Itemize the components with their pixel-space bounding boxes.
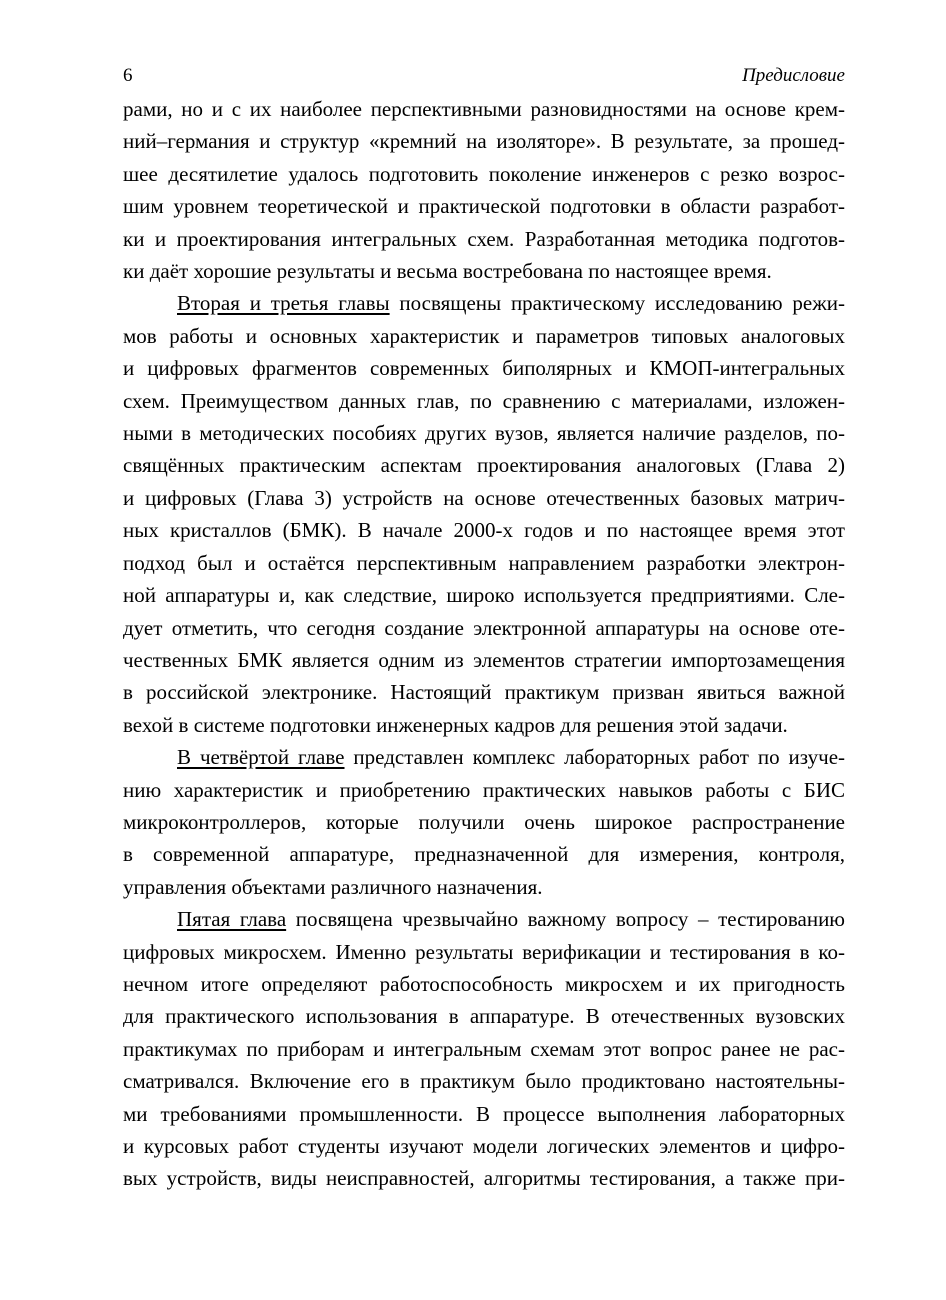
text-line: дует отметить, что сегодня создание электронной аппаратуры на основе оте- — [123, 615, 845, 640]
paragraph-chapter-4 — [123, 741, 845, 903]
text-line: свящённых практическим аспектам проектирования аналоговых (Глава 2) — [123, 453, 845, 478]
paragraph-continuation — [123, 93, 845, 287]
text-line: ными в методических пособиях других вузов, является наличие разделов, по- — [123, 421, 845, 446]
text-line: ки и проектирования интегральных схем. Разработанная методика подготов- — [123, 226, 845, 251]
text-line: подход был и остаётся перспективным направлением разработки электрон- — [123, 550, 845, 575]
underlined-lead: Вторая и третья главы — [177, 291, 390, 316]
text-line: практикумах по приборам и интегральным схемам этот вопрос ранее не рас- — [123, 1036, 845, 1061]
page-header — [123, 62, 845, 90]
text-line: управления объектами различного назначения. — [123, 874, 543, 899]
text-line: ний–германия и структур «кремний на изоляторе». В результате, за прошед- — [123, 129, 845, 154]
paragraph-chapter-5 — [123, 903, 845, 1195]
text-line: В четвёртой главе представлен комплекс лабораторных работ по изуче- — [177, 745, 846, 770]
body-text — [123, 93, 845, 1195]
text-line: ми требованиями промышленности. В процессе выполнения лабораторных — [123, 1101, 845, 1126]
text-line: рами, но и с их наиболее перспективными разновидностями на основе крем- — [123, 97, 845, 121]
text-line: ной аппаратуры и, как следствие, широко используется предприятиями. Сле- — [123, 583, 845, 608]
text-line: в российской электронике. Настоящий практикум призван явиться важной — [123, 680, 845, 705]
text-line: Пятая глава посвящена чрезвычайно важному вопросу – тестированию — [177, 907, 845, 932]
text-line: шим уровнем теоретической и практической подготовки в области разработ- — [123, 194, 845, 219]
text-line: мов работы и основных характеристик и параметров типовых аналоговых — [123, 323, 845, 348]
text-line: нечном итоге определяют работоспособность микросхем и их пригодность — [123, 971, 845, 996]
underlined-lead: Пятая глава — [177, 907, 287, 932]
text-line: цифровых микросхем. Именно результаты верификации и тестирования в ко- — [123, 939, 845, 964]
text-line: и курсовых работ студенты изучают модели логических элементов и цифро- — [123, 1134, 845, 1158]
text-line: вехой в системе подготовки инженерных кадров для решения этой задачи. — [123, 712, 788, 737]
text-line: и цифровых (Глава 3) устройств на основе отечественных базовых матрич- — [123, 485, 845, 510]
page-number: 6 — [123, 65, 133, 86]
paragraph-chapters-2-3 — [123, 287, 845, 741]
text-line: в современной аппаратуре, предназначенной для измерения, контроля, — [123, 842, 845, 867]
underlined-lead: В четвёртой главе — [177, 745, 345, 770]
running-title: Предисловие — [742, 65, 845, 86]
text-line: для практического использования в аппаратуре. В отечественных вузовских — [123, 1004, 845, 1029]
text-line: ных кристаллов (БМК). В начале 2000-х годов и по настоящее время этот — [123, 518, 845, 543]
text-line: ки даёт хорошие результаты и весьма востребована по настоящее время. — [123, 259, 772, 284]
text-line: Вторая и третья главы посвящены практическому исследованию режи- — [177, 291, 845, 316]
text-line: чественных БМК является одним из элементов стратегии импортозамещения — [123, 647, 845, 672]
text-line: и цифровых фрагментов современных биполярных и КМОП-интегральных — [123, 356, 845, 381]
text-line: схем. Преимуществом данных глав, по сравнению с материалами, изложен- — [123, 388, 845, 413]
text-line: нию характеристик и приобретению практических навыков работы с БИС — [123, 777, 845, 802]
text-line: микроконтроллеров, которые получили очень широкое распространение — [123, 809, 845, 834]
text-line: сматривался. Включение его в практикум было продиктовано настоятельны- — [123, 1069, 845, 1094]
text-line: вых устройств, виды неисправностей, алгоритмы тестирования, а также при- — [123, 1166, 845, 1191]
text-line: шее десятилетие удалось подготовить поколение инженеров с резко возрос- — [123, 161, 845, 186]
